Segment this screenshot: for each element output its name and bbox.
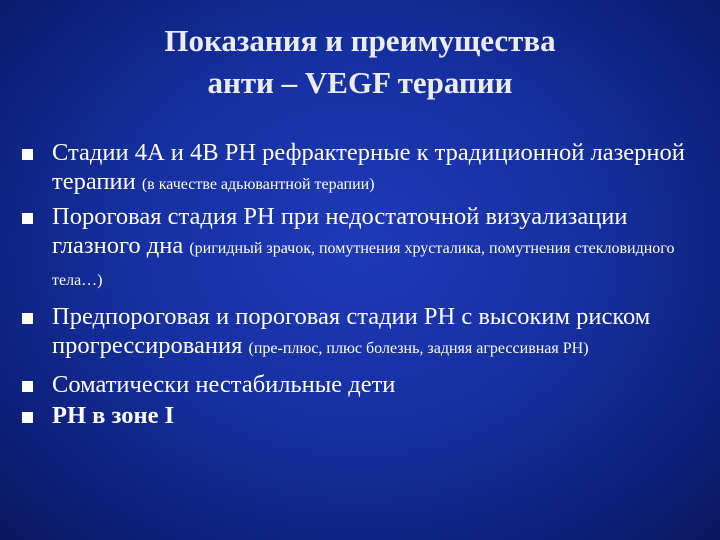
bullet-main-text: Предпороговая и пороговая стадии РН с высоким риском прогрессирования: [52, 303, 651, 359]
square-bullet-icon: [22, 149, 33, 160]
bullet-main-text: РН в зоне I: [52, 402, 175, 429]
square-bullet-icon: [22, 213, 33, 224]
square-bullet-icon: [22, 412, 33, 423]
square-bullet-icon: [22, 313, 33, 324]
bullet-note-text: (пре-плюс, плюс болезнь, задняя агрессивная РН): [248, 340, 589, 357]
bullet-list: [22, 138, 702, 436]
title-line-2: анти – VEGF терапии: [207, 65, 513, 100]
bullet-main-text: Стадии 4А и 4В РН рефрактерные к традиционной лазерной терапии: [52, 139, 685, 195]
square-bullet-icon: [22, 381, 33, 392]
bullet-main-text: Соматически нестабильные дети: [52, 371, 396, 398]
bullet-item-3: [22, 302, 702, 363]
bullet-main-text: Пороговая стадия РН при недостаточной визуализации глазного дна: [52, 203, 628, 259]
bullet-item-1: [22, 138, 702, 199]
slide-title: [0, 20, 720, 104]
bullet-note-text: (ригидный зрачок, помутнения хрусталика, помутнения стекловидного тела…): [52, 240, 675, 289]
bullet-item-5: [22, 401, 702, 430]
bullet-note-text: (в качестве адьювантной терапии): [141, 176, 375, 193]
bullet-item-2: [22, 202, 702, 295]
bullet-item-4: [22, 370, 702, 399]
title-line-1: Показания и преимущества: [164, 23, 556, 58]
